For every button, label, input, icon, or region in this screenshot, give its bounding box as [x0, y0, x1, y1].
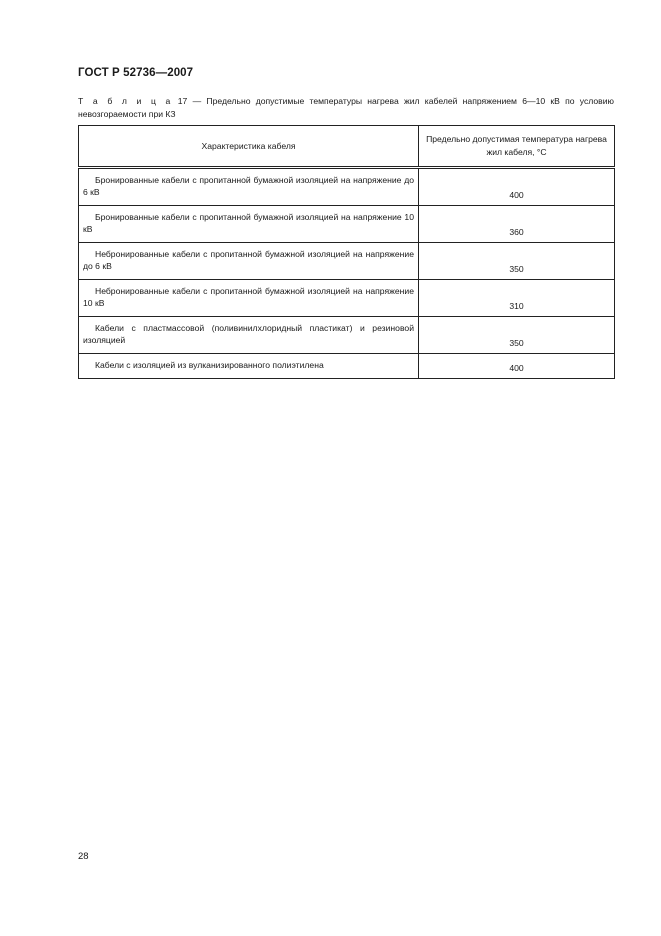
cell-temperature: 350 — [419, 243, 615, 280]
cell-temperature: 360 — [419, 206, 615, 243]
table-header-row — [79, 126, 615, 168]
column-header-temperature: Предельно допустимая температура нагрева жил кабеля, °С — [419, 126, 615, 168]
cell-characteristic: Бронированные кабели с пропитанной бумажной изоляцией на напряжение 10 кВ — [79, 206, 419, 243]
cell-characteristic: Кабели с пластмассовой (поливинилхлоридный пластикат) и резиновой изоляцией — [79, 317, 419, 354]
table-row — [79, 168, 615, 206]
page-number: 28 — [78, 851, 89, 862]
cell-characteristic: Бронированные кабели с пропитанной бумажной изоляцией на напряжение до 6 кВ — [79, 168, 419, 206]
table-row — [79, 206, 615, 243]
table-caption — [78, 95, 614, 121]
table-row — [79, 280, 615, 317]
table-row — [79, 354, 615, 379]
table-row — [79, 243, 615, 280]
cable-temperature-table — [78, 125, 615, 379]
cell-temperature: 310 — [419, 280, 615, 317]
table-caption-prefix: Т а б л и ц а — [78, 96, 173, 106]
table-row — [79, 317, 615, 354]
cell-characteristic: Небронированные кабели с пропитанной бумажной изоляцией на напряжение 10 кВ — [79, 280, 419, 317]
cell-characteristic: Кабели с изоляцией из вулканизированного полиэтилена — [79, 354, 419, 379]
document-code-header: ГОСТ Р 52736—2007 — [78, 67, 194, 79]
cell-temperature: 350 — [419, 317, 615, 354]
cell-characteristic: Небронированные кабели с пропитанной бумажной изоляцией на напряжение до 6 кВ — [79, 243, 419, 280]
column-header-characteristic: Характеристика кабеля — [79, 126, 419, 168]
cell-temperature: 400 — [419, 354, 615, 379]
table-caption-text: 17 — Предельно допустимые температуры нагрева жил кабелей напряжением 6—10 кВ по условию невозгораемости при КЗ — [78, 96, 614, 119]
cell-temperature: 400 — [419, 168, 615, 206]
